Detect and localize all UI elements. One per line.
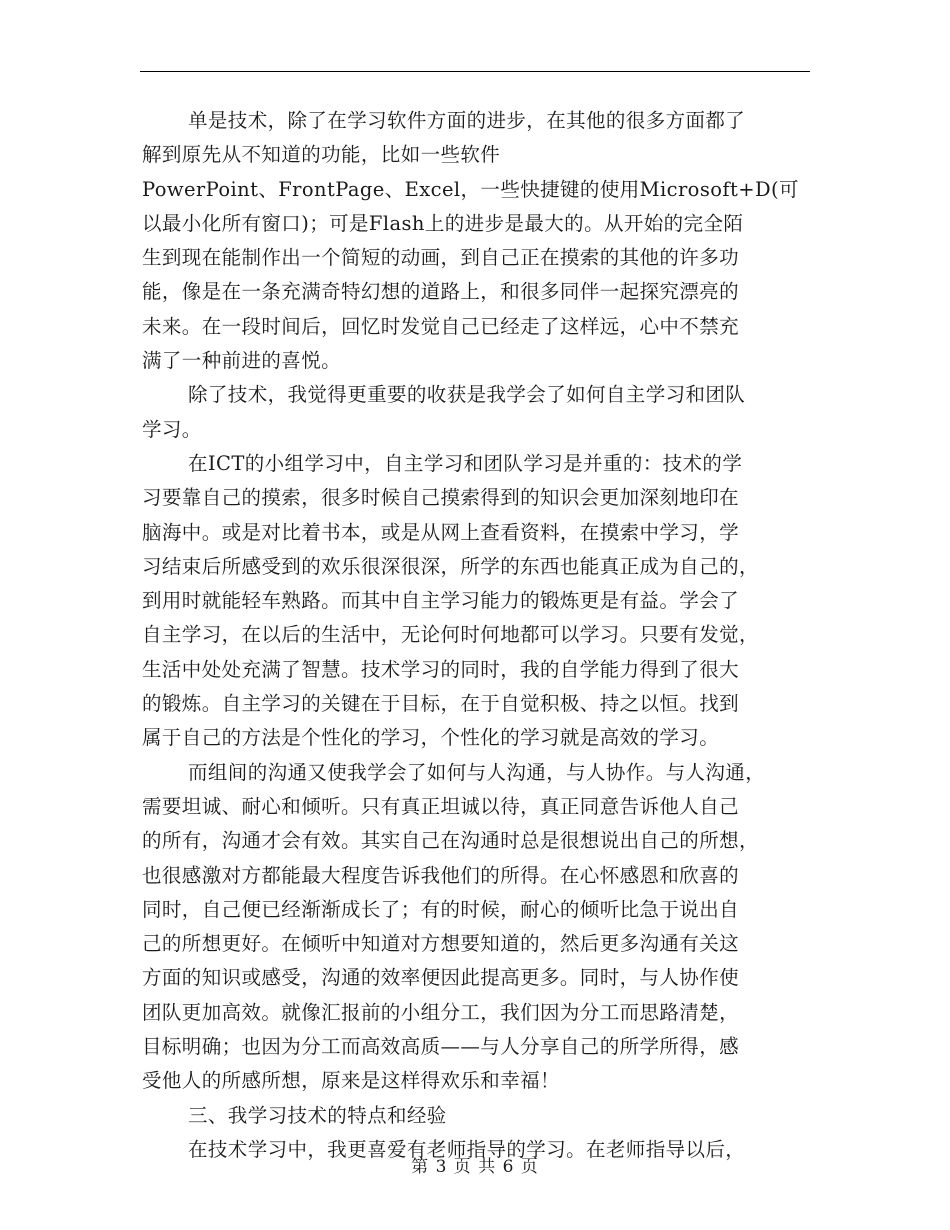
paragraph-line: 以最小化所有窗口)；可是Flash上的进步是最大的。从开始的完全陌 [142,211,744,235]
paragraph-line: 的锻炼。自主学习的关键在于目标，在于自觉积极、持之以恒。找到 [142,692,740,716]
paragraph-line: 属于自己的方法是个性化的学习，个性化的学习就是高效的学习。 [142,726,720,750]
paragraph-line: 学习。 [142,417,202,441]
document-body [142,104,802,1167]
paragraph-line: 单是技术，除了在学习软件方面的进步，在其他的很多方面都了 [188,109,746,132]
paragraph-line: 方面的知识或感受，沟通的效率便因此提高更多。同时，与人协作使 [142,966,740,990]
paragraph-line: 需要坦诚、耐心和倾听。只有真正坦诚以待，真正同意告诉他人自己 [142,794,740,818]
paragraph-line: 己的所想更好。在倾听中知道对方想要知道的，然后更多沟通有关这 [142,932,740,956]
section-heading: 三、我学习技术的特点和经验 [188,1103,447,1127]
paragraph-line: 自主学习，在以后的生活中，无论何时何地都可以学习。只要有发觉， [142,623,759,647]
paragraph-line: PowerPoint、FrontPage、Excel，一些快捷键的使用Microsoft+D(可 [142,177,799,201]
page-number: 第 3 页 共 6 页 [411,1157,539,1177]
paragraph-line: 脑海中。或是对比着书本，或是从网上查看资料，在摸索中学习，学 [142,520,740,544]
paragraph-line: 团队更加高效。就像汇报前的小组分工，我们因为分工而思路清楚， [142,1000,740,1024]
paragraph-line: 而组间的沟通又使我学会了如何与人沟通，与人协作。与人沟通， [188,760,766,784]
paragraph-line: 解到原先从不知道的功能，比如一些软件 [142,143,501,167]
header-rule [140,71,810,72]
paragraph-line: 目标明确；也因为分工而高效高质——与人分享自己的所学所得，感 [142,1035,740,1059]
paragraph-line: 未来。在一段时间后，回忆时发觉自己已经走了这样远，心中不禁充 [142,314,740,338]
paragraph-line: 满了一种前进的喜悦。 [142,349,342,373]
paragraph-line: 到用时就能轻车熟路。而其中自主学习能力的锻炼更是有益。学会了 [142,589,740,613]
paragraph-line: 在ICT的小组学习中，自主学习和团队学习是并重的：技术的学 [188,451,743,475]
paragraph-line: 除了技术，我觉得更重要的收获是我学会了如何自主学习和团队 [188,383,746,407]
paragraph-line: 在技术学习中，我更喜爱有老师指导的学习。在老师指导以后， [188,1137,746,1161]
paragraph-line: 的所有，沟通才会有效。其实自己在沟通时总是很想说出自己的所想， [142,829,759,853]
paragraph-line: 同时，自己便已经渐渐成长了；有的时候，耐心的倾听比急于说出自 [142,897,740,921]
paragraph-line: 生活中处处充满了智慧。技术学习的同时，我的自学能力得到了很大 [142,657,740,681]
paragraph-line: 习要靠自己的摸索，很多时候自己摸索得到的知识会更加深刻地印在 [142,486,740,510]
paragraph-line: 能，像是在一条充满奇特幻想的道路上，和很多同伴一起探究漂亮的 [142,280,740,304]
paragraph-line: 也很感激对方都能最大程度告诉我他们的所得。在心怀感恩和欣喜的 [142,863,740,887]
paragraph-line: 受他人的所感所想，原来是这样得欢乐和幸福！ [142,1069,560,1093]
paragraph-line: 习结束后所感受到的欢乐很深很深，所学的东西也能真正成为自己的， [142,554,759,578]
paragraph-line: 生到现在能制作出一个简短的动画，到自己正在摸索的其他的许多功 [142,246,740,270]
